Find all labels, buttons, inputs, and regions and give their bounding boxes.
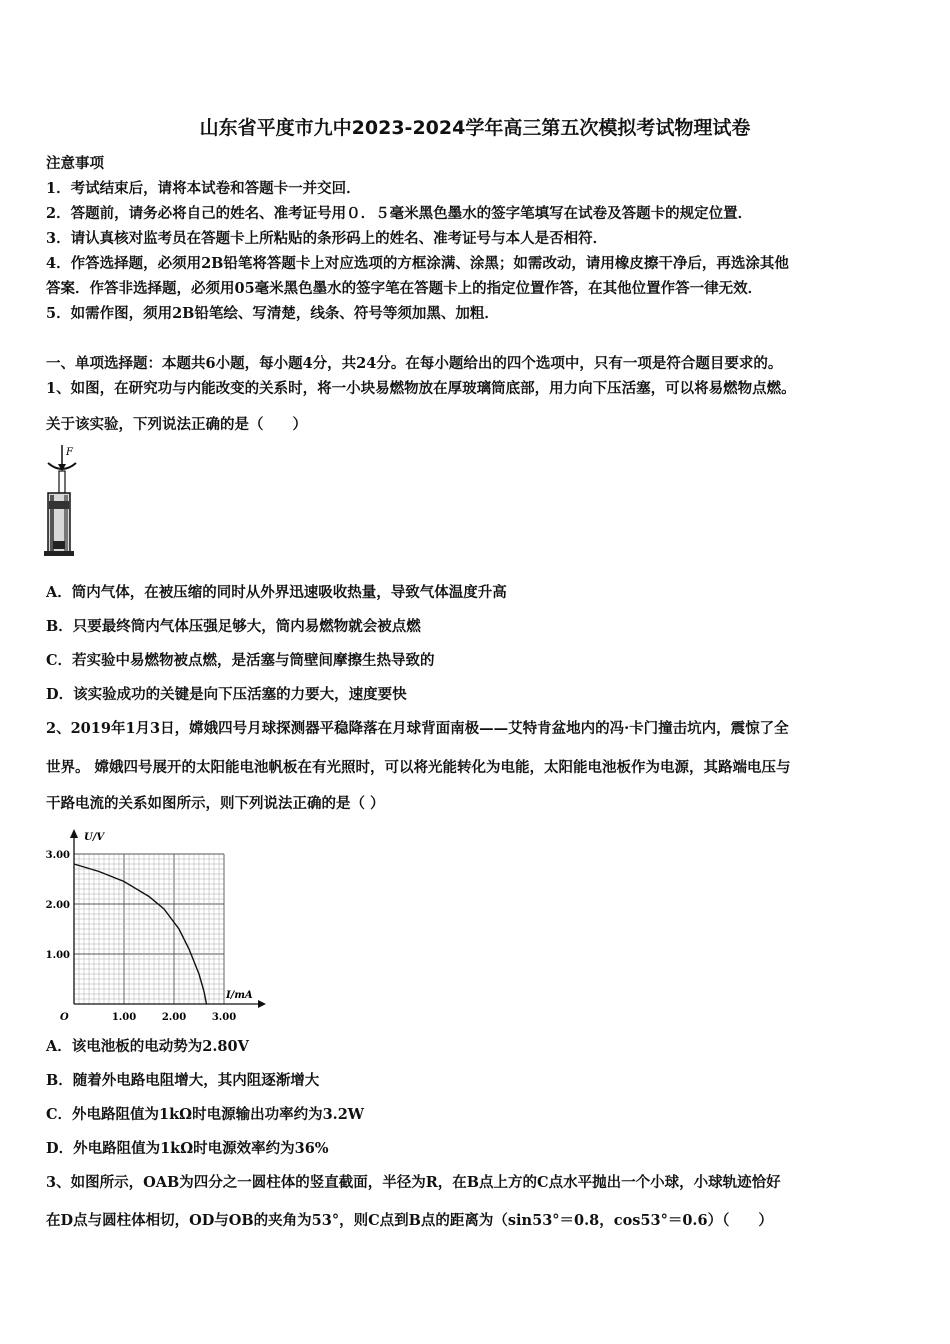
q2-stem: 世界。 嫦娥四号展开的太阳能电池帆板在有光照时，可以将光能转化为电能，太阳能电池板作为电源，其路端电压与 <box>46 759 791 776</box>
q1-piston-figure <box>40 443 90 559</box>
q2-option-d: D．外电路阻值为1kΩ时电源效率约为36% <box>46 1140 329 1157</box>
force-label: F <box>66 447 73 458</box>
y-tick-label: 2.00 <box>45 900 70 911</box>
q1-stem: 关于该实验，下列说法正确的是（ ） <box>46 416 307 433</box>
y-axis-arrow <box>70 829 78 838</box>
x-tick-label: 2.00 <box>161 1012 187 1023</box>
q3-stem: 在D点与圆柱体相切，OD与OB的夹角为53°，则C点到B点的距离为（sin53°＝0.8，cos53°＝0.6）（ ） <box>46 1212 773 1229</box>
notice-item: 2．答题前，请务必将自己的姓名、准考证号用０．５毫米黑色墨水的签字笔填写在试卷及答题卡的规定位置． <box>46 205 753 222</box>
q2-option-a: A．该电池板的电动势为2.80V <box>46 1038 249 1055</box>
q1-stem: 1、如图，在研究功与内能改变的关系时，将一小块易燃物放在厚玻璃筒底部，用力向下压活塞，可以将易燃物点燃。 <box>46 380 796 397</box>
y-tick-label: 3.00 <box>45 850 70 861</box>
origin-label: O <box>60 1012 69 1023</box>
x-axis-arrow <box>258 1000 266 1008</box>
q2-option-b: B．随着外电路电阻增大，其内阻逐渐增大 <box>46 1072 320 1089</box>
page-title: 山东省平度市九中2023-2024学年高三第五次模拟考试物理试卷 <box>199 117 751 139</box>
y-tick-label: 1.00 <box>45 950 70 961</box>
notice-item: 1．考试结束后，请将本试卷和答题卡一并交回． <box>46 180 361 197</box>
q1-option-c: C．若实验中易燃物被点燃，是活塞与筒壁间摩擦生热导致的 <box>46 652 435 669</box>
q2-ui-chart <box>40 826 270 1024</box>
notice-heading: 注意事项 <box>46 155 104 172</box>
q3-stem: 3、如图所示，OAB为四分之一圆柱体的竖直截面，半径为R，在B点上方的C点水平抛出一个小球，小球轨迹恰好 <box>46 1174 781 1191</box>
notice-item: 4．作答选择题，必须用2B铅笔将答题卡上对应选项的方框涂满、涂黑；如需改动，请用橡皮擦干净后，再选涂其他 <box>46 255 789 272</box>
notice-item: 3．请认真核对监考员在答题卡上所粘贴的条形码上的姓名、准考证号与本人是否相符． <box>46 230 608 247</box>
q2-stem: 2、2019年1月3日，嫦娥四号月球探测器平稳降落在月球背面南极——艾特肯盆地内的冯·卡门撞击坑内，震惊了全 <box>46 720 789 737</box>
x-tick-label: 1.00 <box>111 1012 137 1023</box>
q2-option-c: C．外电路阻值为1kΩ时电源输出功率约为3.2W <box>46 1106 365 1123</box>
q1-option-d: D．该实验成功的关键是向下压活塞的力要大，速度要快 <box>46 686 407 703</box>
x-tick-label: 3.00 <box>211 1012 237 1023</box>
section-heading: 一、单项选择题：本题共6小题，每小题4分，共24分。在每小题给出的四个选项中，只有一项是符合题目要求的。 <box>46 355 783 372</box>
q1-option-a: A．筒内气体，在被压缩的同时从外界迅速吸收热量，导致气体温度升高 <box>46 584 507 601</box>
notice-item: 答案．作答非选择题，必须用05毫米黑色墨水的签字笔在答题卡上的指定位置作答，在其他位置作答一律无效． <box>46 280 763 297</box>
y-axis-label: U/V <box>84 832 105 843</box>
notice-item: 5．如需作图，须用2B铅笔绘、写清楚，线条、符号等须加黑、加粗． <box>46 305 499 322</box>
x-axis-label: I/mA <box>226 990 253 1001</box>
q2-stem: 干路电流的关系如图所示，则下列说法正确的是（ ） <box>46 795 385 812</box>
q1-option-b: B．只要最终筒内气体压强足够大，筒内易燃物就会被点燃 <box>46 618 421 635</box>
